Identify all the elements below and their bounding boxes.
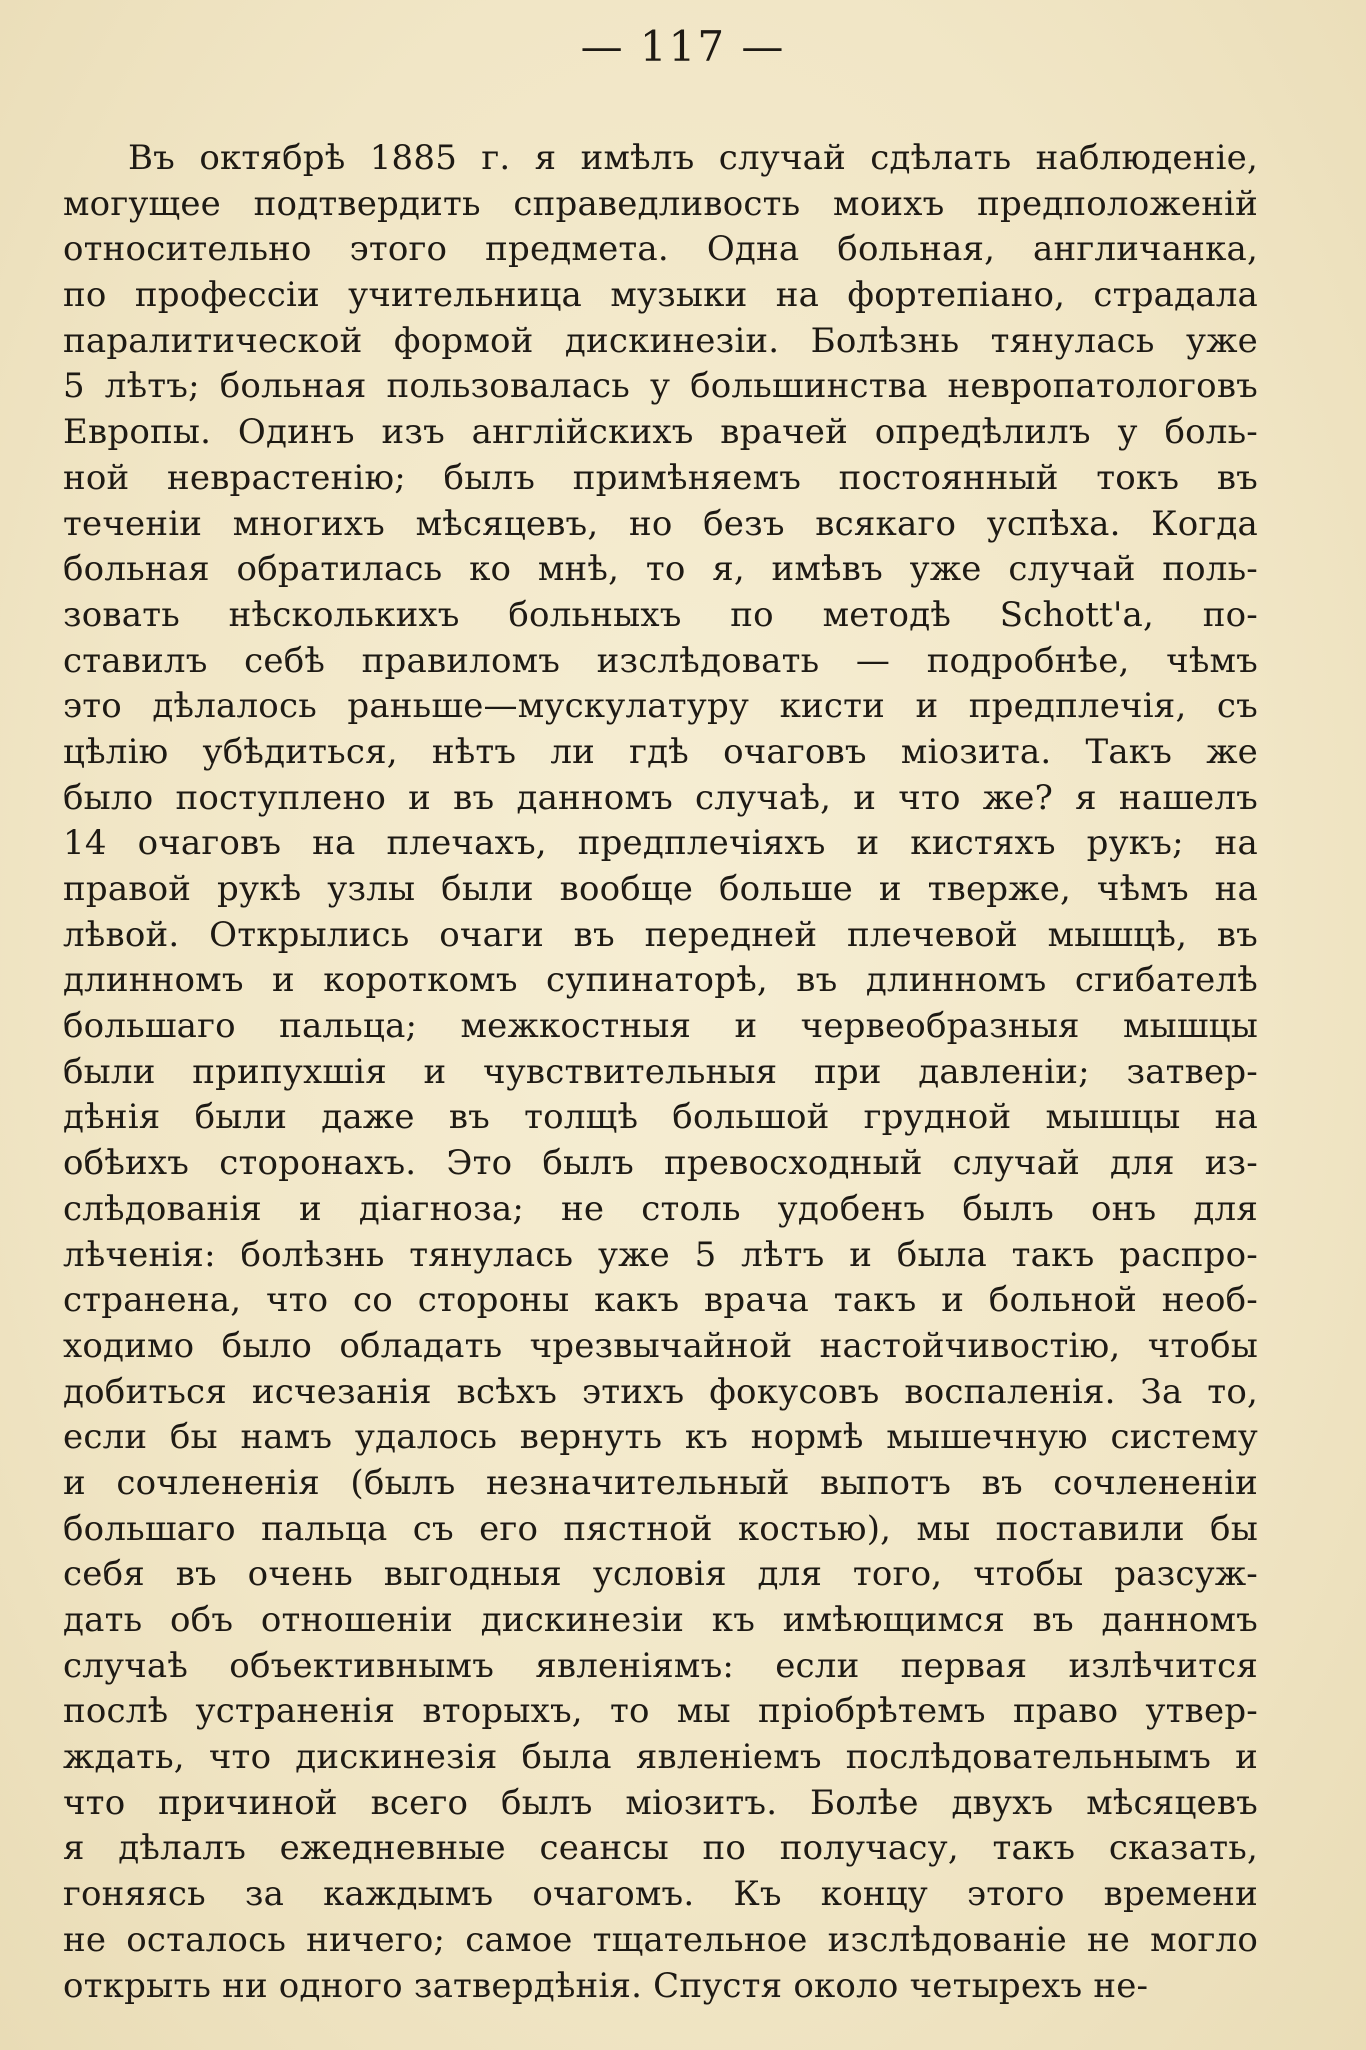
text-line: послѣ устраненія вторыхъ, то мы пріобрѣтемъ право утвер-	[63, 1691, 1258, 1732]
text-line: длинномъ и короткомъ супинаторѣ, въ длинномъ сгибателѣ	[63, 960, 1258, 1001]
text-line: теченіи многихъ мѣсяцевъ, но безъ всякаго успѣха. Когда	[63, 503, 1258, 544]
page-number: — 117 —	[580, 22, 786, 71]
text-line: дать объ отношеніи дискинезіи къ имѣющимся въ данномъ	[63, 1600, 1258, 1640]
text-line: паралитической формой дискинезіи. Болѣзнь тянулась уже	[63, 320, 1258, 361]
text-line: я дѣлалъ ежедневные сеансы по получасу, такъ сказать,	[63, 1828, 1258, 1869]
text-line: больная обратилась ко мнѣ, то я, имѣвъ уже случай поль-	[63, 549, 1258, 590]
text-line: случаѣ объективнымъ явленіямъ: если первая излѣчится	[63, 1645, 1258, 1686]
body-paragraph	[63, 136, 1258, 2009]
text-line: себя въ очень выгодныя условія для того, чтобы разсуж-	[63, 1554, 1258, 1595]
text-line: Европы. Одинъ изъ англійскихъ врачей опредѣлилъ у боль-	[63, 412, 1258, 453]
text-line: правой рукѣ узлы были вообще больше и тверже, чѣмъ на	[63, 869, 1258, 909]
text-line: лѣченія: болѣзнь тянулась уже 5 лѣтъ и была такъ распро-	[63, 1234, 1258, 1275]
text-line: добиться исчезанія всѣхъ этихъ фокусовъ воспаленія. За то,	[63, 1371, 1258, 1412]
text-line: ходимо было обладать чрезвычайной настойчивостію, чтобы	[63, 1325, 1258, 1366]
text-line: были припухшія и чувствительныя при давленіи; затвер-	[63, 1051, 1258, 1092]
text-line: странена, что со стороны какъ врача такъ и больной необ-	[63, 1280, 1258, 1321]
text-line: большаго пальца съ его пястной костью), мы поставили бы	[63, 1508, 1258, 1549]
text-line: могущее подтвердить справедливость моихъ предположеній	[63, 183, 1258, 224]
text-line: было поступлено и въ данномъ случаѣ, и что же? я нашелъ	[63, 777, 1258, 818]
text-line: открыть ни одного затвердѣнія. Спустя около четырехъ не-	[63, 1965, 1149, 2006]
text-line: если бы намъ удалось вернуть къ нормѣ мышечную систему	[63, 1417, 1258, 1458]
text-line: ной неврастенію; былъ примѣняемъ постоянный токъ въ	[63, 457, 1258, 498]
text-line: и сочлененія (былъ незначительный выпотъ въ сочлененіи	[63, 1462, 1258, 1503]
text-line: что причиной всего былъ міозитъ. Болѣе двухъ мѣсяцевъ	[63, 1782, 1258, 1823]
text-line: гоняясь за каждымъ очагомъ. Къ концу этого времени	[63, 1874, 1258, 1915]
text-line: большаго пальца; межкостныя и червеобразныя мышцы	[63, 1006, 1258, 1047]
text-line: это дѣлалось раньше—мускулатуру кисти и предплечія, съ	[63, 686, 1258, 727]
text-line: дѣнія были даже въ толщѣ большой грудной мышцы на	[63, 1097, 1258, 1138]
text-line: Въ октябрѣ 1885 г. я имѣлъ случай сдѣлать наблюденіе,	[128, 138, 1258, 178]
text-line: цѣлію убѣдиться, нѣтъ ли гдѣ очаговъ міозита. Такъ же	[63, 731, 1258, 772]
text-line: лѣвой. Открылись очаги въ передней плечевой мышцѣ, въ	[63, 914, 1258, 955]
text-line: по профессіи учительница музыки на фортепіано, страдала	[63, 275, 1258, 316]
text-line: не осталось ничего; самое тщательное изслѣдованіе не могло	[63, 1919, 1258, 1960]
text-line: 5 лѣтъ; больная пользовалась у большинства невропатологовъ	[63, 366, 1258, 407]
text-line: 14 очаговъ на плечахъ, предплечіяхъ и кистяхъ рукъ; на	[63, 823, 1258, 864]
text-line: зовать нѣсколькихъ больныхъ по методѣ Schott'а, по-	[63, 594, 1258, 635]
text-line: ставилъ себѣ правиломъ изслѣдовать — подробнѣе, чѣмъ	[63, 640, 1258, 681]
text-line: ждать, что дискинезія была явленіемъ послѣдовательнымъ и	[63, 1737, 1258, 1778]
text-line: относительно этого предмета. Одна больная, англичанка,	[63, 229, 1258, 270]
text-line: слѣдованія и діагноза; не столь удобенъ былъ онъ для	[63, 1188, 1258, 1229]
text-line: обѣихъ сторонахъ. Это былъ превосходный случай для из-	[63, 1143, 1258, 1184]
